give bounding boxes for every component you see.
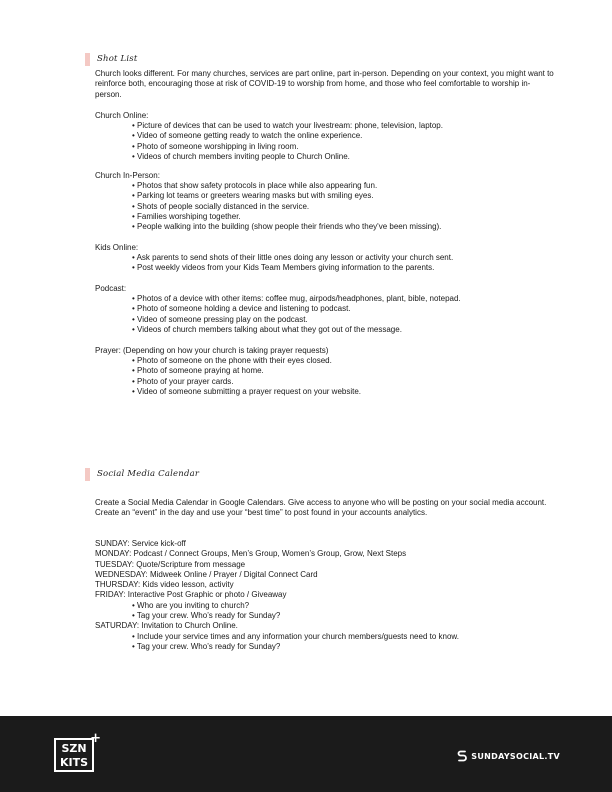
group-prayer: [95, 346, 565, 397]
list-item: • Tag your crew. Who’s ready for Sunday?: [132, 642, 565, 652]
shot-list-heading: [85, 52, 137, 66]
list-item: • Photos of a device with other items: coffee mug, airpods/headphones, plant, bible, notepad.: [132, 294, 565, 304]
list-item: • Photo of someone on the phone with their eyes closed.: [132, 356, 565, 366]
brand-url: SUNDAYSOCIAL.TV: [471, 751, 560, 761]
list-item: • Ask parents to send shots of their little ones doing any lesson or activity your church sent.: [132, 253, 565, 263]
list-item: • Shots of people socially distanced in the service.: [132, 202, 565, 212]
group-church-in-person: [95, 171, 565, 232]
calendar-schedule: [95, 539, 565, 652]
day-line: WEDNESDAY: Midweek Online / Prayer / Digital Connect Card: [95, 569, 318, 579]
group-church-online: [95, 111, 565, 162]
group-title: Podcast:: [95, 284, 127, 293]
list-item: • Include your service times and any information your church members/guests need to know.: [132, 632, 565, 642]
plus-icon: +: [90, 731, 101, 746]
list-item: • Video of someone pressing play on the podcast.: [132, 315, 565, 325]
group-title: Prayer: (Depending on how your church is taking prayer requests): [95, 346, 329, 355]
list-item: • Parking lot teams or greeters wearing masks but with smiling eyes.: [132, 191, 565, 201]
group-kids-online: [95, 243, 565, 274]
calendar-intro: Create a Social Media Calendar in Google Calendars. Give access to anyone who will be posting on your social media account. Create an “event” in the day and use your “best time” to post found in your accounts analytics.: [95, 498, 547, 518]
accent-bar: [85, 468, 90, 481]
accent-bar: [85, 53, 90, 66]
day-line: SATURDAY: Invitation to Church Online.: [95, 621, 238, 631]
list-item: • Photo of someone praying at home.: [132, 366, 565, 376]
sundaysocial-brand: [457, 750, 560, 762]
list-item: • Tag your crew. Who’s ready for Sunday?: [132, 611, 565, 621]
list-item: • Videos of church members inviting people to Church Online.: [132, 152, 565, 162]
list-item: • Photo of someone holding a device and listening to podcast.: [132, 304, 565, 314]
group-title: Kids Online:: [95, 243, 139, 252]
day-line: THURSDAY: Kids video lesson, activity: [95, 580, 234, 590]
list-item: • Picture of devices that can be used to watch your livestream: phone, television, laptop.: [132, 121, 565, 131]
sundaysocial-s-icon: [457, 750, 467, 762]
day-line: SUNDAY: Service kick-off: [95, 539, 186, 548]
footer: [0, 716, 612, 792]
calendar-heading: [85, 467, 199, 481]
list-item: • Post weekly videos from your Kids Team Members giving information to the parents.: [132, 263, 565, 273]
day-line: TUESDAY: Quote/Scripture from message: [95, 559, 246, 569]
shot-list-title: Shot List: [97, 54, 138, 64]
list-item: • Photo of someone worshipping in living room.: [132, 142, 565, 152]
day-line: MONDAY: Podcast / Connect Groups, Men’s Group, Women’s Group, Grow, Next Steps: [95, 549, 407, 559]
group-title: Church Online:: [95, 111, 149, 120]
list-item: • People walking into the building (show people their friends who they've been missing).: [132, 222, 565, 232]
shot-list-intro: Church looks different. For many churches, services are part online, part in-person. Depending on your context, you might want to reinforce both, encouraging those at risk of COVID-19 to worship from home, and those who feel comfortable to worship in-person.: [95, 69, 554, 99]
list-item: • Photo of your prayer cards.: [132, 377, 565, 387]
day-line: FRIDAY: Interactive Post Graphic or photo / Giveaway: [95, 590, 287, 600]
list-item: • Photos that show safety protocols in place while also appearing fun.: [132, 181, 565, 191]
list-item: • Videos of church members talking about what they got out of the message.: [132, 325, 565, 335]
logo-line: KITS: [59, 756, 89, 769]
list-item: • Who are you inviting to church?: [132, 601, 565, 611]
calendar-title: Social Media Calendar: [97, 469, 200, 479]
list-item: • Video of someone submitting a prayer request on your website.: [132, 387, 565, 397]
szn-kits-logo: [54, 731, 101, 772]
group-podcast: [95, 284, 565, 335]
list-item: • Families worshiping together.: [132, 212, 565, 222]
group-title: Church In-Person:: [95, 171, 160, 180]
list-item: • Video of someone getting ready to watch the online experience.: [132, 131, 565, 141]
logo-line: SZN: [61, 742, 87, 755]
